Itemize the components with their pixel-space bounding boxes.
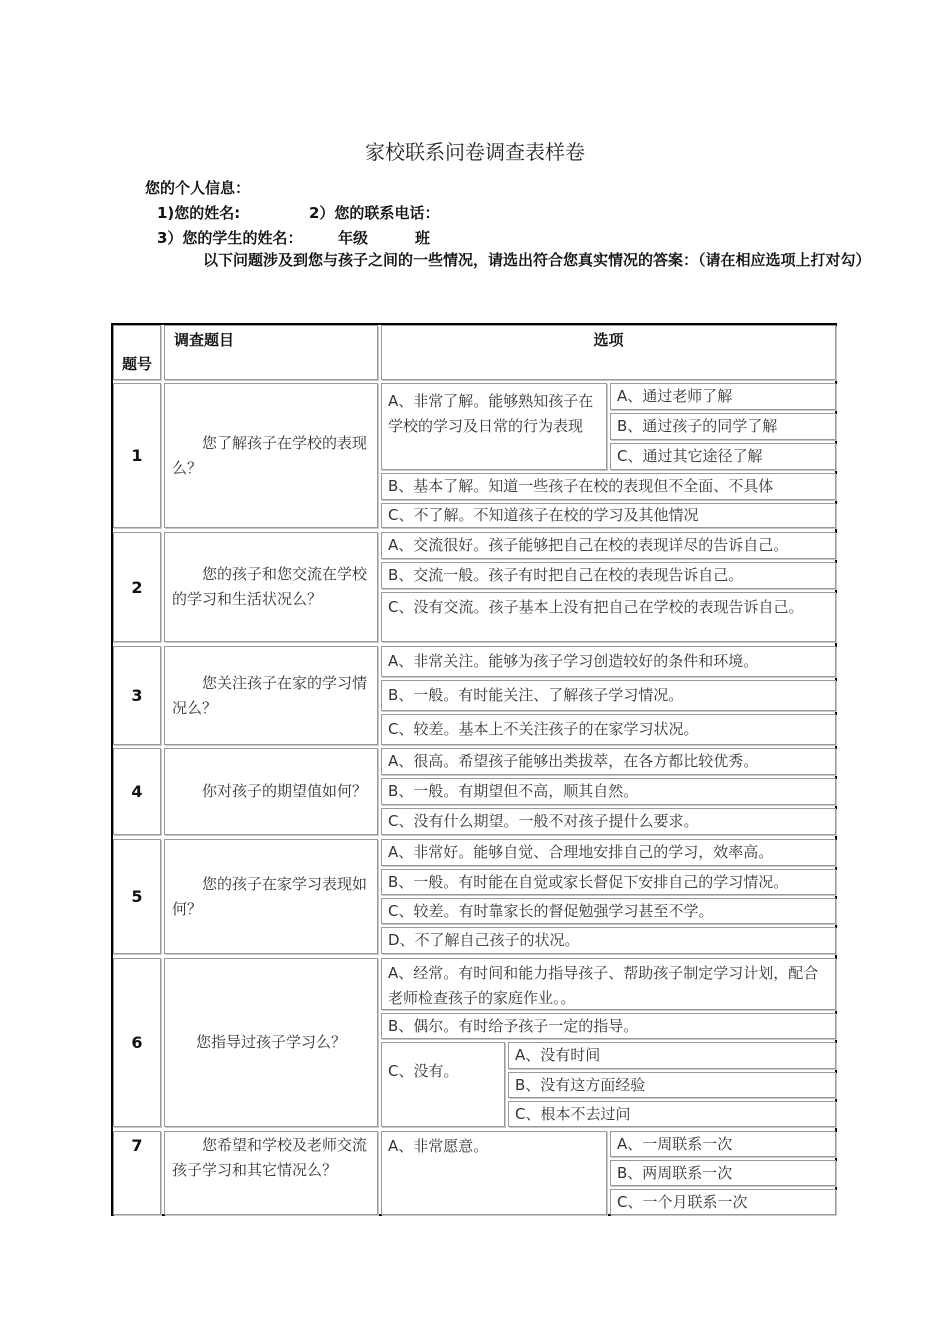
q2-option-c[interactable]: C、没有交流。孩子基本上没有把自己在学校的表现告诉自己。 [381,592,836,642]
q5-option-a[interactable]: A、非常好。能够自觉、合理地安排自己的学习，效率高。 [381,839,836,866]
header-question: 调查题目 [164,325,378,380]
q4-question [164,748,378,835]
q7-option-a-sub-2[interactable]: B、两周联系一次 [610,1160,836,1186]
q6-question-text: 您指导过孩子学习么？ [195,1033,346,1051]
q5-question-text: 您的孩子在家学习表现如何？ [172,874,368,918]
q7-number: 7 [113,1131,161,1215]
header-number: 题号 [113,325,161,380]
q6-question [164,958,378,1127]
q7-question-text: 您希望和学校及老师交流孩子学习和其它情况么？ [172,1136,368,1179]
q3-number: 3 [113,646,161,745]
info-heading: 您的个人信息： [145,179,251,197]
q7-option-a[interactable]: A、非常愿意。 [381,1131,607,1215]
q3-option-a[interactable]: A、非常关注。能够为孩子学习创造较好的条件和环境。 [381,646,836,677]
q4-option-b[interactable]: B、一般。有期望但不高，顺其自然。 [381,778,836,805]
q4-option-a[interactable]: A、很高。希望孩子能够出类拔萃，在各方都比较优秀。 [381,748,836,775]
page-title: 家校联系问卷调查表样卷 [365,140,585,164]
q4-question-text: 你对孩子的期望值如何？ [202,782,368,800]
q3-option-b[interactable]: B、一般。有时能关注、了解孩子学习情况。 [381,680,836,711]
q6-option-c-sub-3[interactable]: C、根本不去过问 [508,1101,836,1127]
q6-option-a[interactable]: A、经常。有时间和能力指导孩子、帮助孩子制定学习计划，配合老师检查孩子的家庭作业。。 [381,958,836,1010]
q1-option-a-sub-2[interactable]: B、通过孩子的同学了解 [610,413,836,440]
q1-option-a-sub-3[interactable]: C、通过其它途径了解 [610,443,836,470]
q2-question [164,532,378,642]
header-options: 选项 [381,325,836,380]
q3-question [164,646,378,745]
q7-question [164,1131,378,1215]
phone-label: 2）您的联系电话： [309,204,440,222]
q5-option-b[interactable]: B、一般。有时能在自觉或家长督促下安排自己的学习情况。 [381,869,836,895]
q7-option-a-sub-1[interactable]: A、一周联系一次 [610,1131,836,1157]
q5-number: 5 [113,839,161,954]
q1-option-b[interactable]: B、基本了解。知道一些孩子在校的表现但不全面、不具体 [381,473,836,500]
q6-number: 6 [113,958,161,1127]
q5-option-c[interactable]: C、较差。有时靠家长的督促勉强学习甚至不学。 [381,898,836,924]
q5-question [164,839,378,954]
q5-option-d[interactable]: D、不了解自己孩子的状况。 [381,927,836,954]
q2-option-b[interactable]: B、交流一般。孩子有时把自己在校的表现告诉自己。 [381,562,836,589]
class-label: 班 [415,229,431,247]
grade-label: 年级 [338,229,369,247]
q1-option-a-sub-1[interactable]: A、通过老师了解 [610,383,836,410]
q6-option-c-sub-2[interactable]: B、没有这方面经验 [508,1072,836,1098]
q2-number: 2 [113,532,161,642]
q2-question-text: 您的孩子和您交流在学校的学习和生活状况么？ [172,565,368,608]
q4-number: 4 [113,748,161,835]
q6-option-c-sub-1[interactable]: A、没有时间 [508,1042,836,1069]
student-name-label: 3）您的学生的姓名： [157,229,303,247]
name-label: 1)您的姓名: [157,204,241,222]
instructions: 以下问题涉及到您与孩子之间的一些情况，请选出符合您真实情况的答案：（请在相应选项上打对勾） [203,251,871,269]
q4-option-c[interactable]: C、没有什么期望。一般不对孩子提什么要求。 [381,808,836,835]
q1-question-text: 您了解孩子在学校的表现么？ [172,433,368,477]
q6-option-c[interactable]: C、没有。 [381,1042,505,1127]
q1-option-c[interactable]: C、不了解。不知道孩子在校的学习及其他情况 [381,503,836,528]
q3-question-text: 您关注孩子在家的学习情况么？ [172,673,368,717]
q7-option-a-sub-3[interactable]: C、一个月联系一次 [610,1189,836,1215]
q6-option-b[interactable]: B、偶尔。有时给予孩子一定的指导。 [381,1013,836,1039]
q3-option-c[interactable]: C、较差。基本上不关注孩子的在家学习状况。 [381,714,836,745]
q1-option-a[interactable]: A、非常了解。能够熟知孩子在学校的学习及日常的行为表现 [381,383,607,470]
q1-number: 1 [113,383,161,528]
q2-option-a[interactable]: A、交流很好。孩子能够把自己在校的表现详尽的告诉自己。 [381,532,836,559]
q1-question [164,383,378,528]
